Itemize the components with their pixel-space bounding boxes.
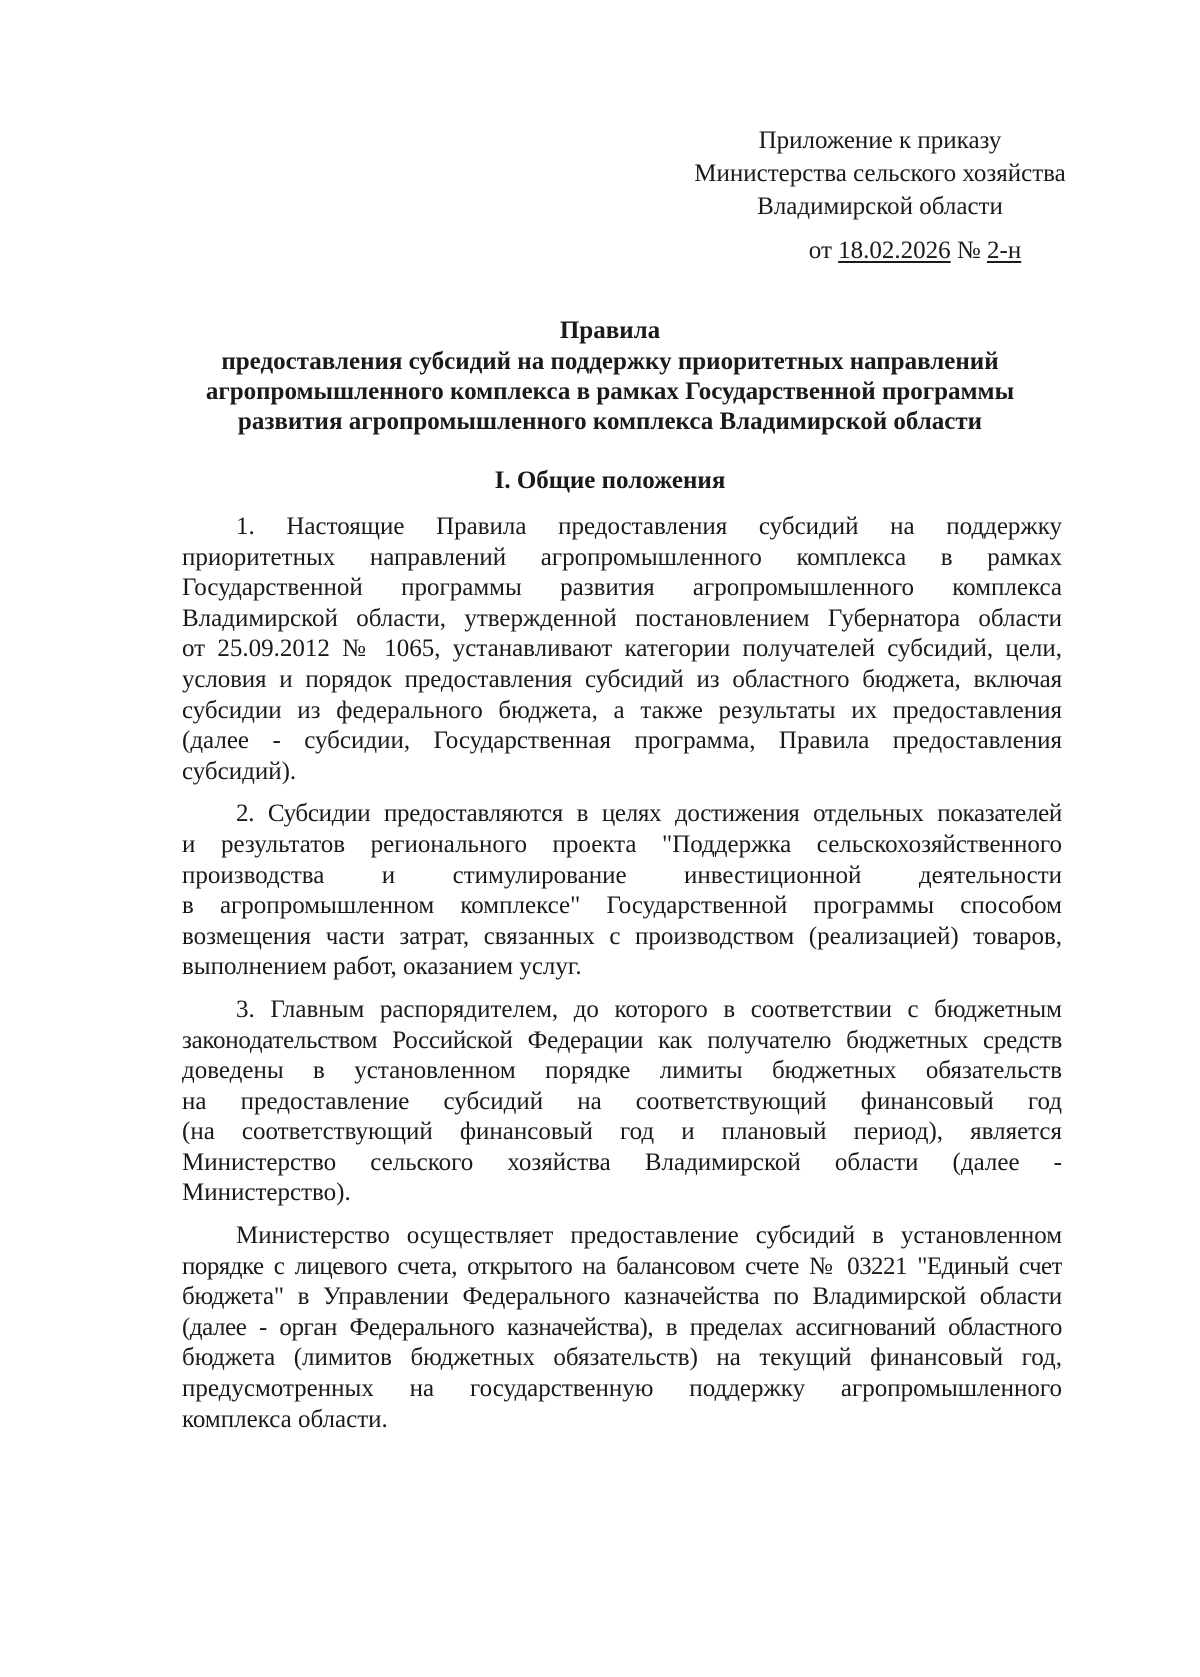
- title-line-3: развития агропромышленного комплекса Владимирской области: [237, 408, 983, 435]
- date-prefix: от: [808, 237, 839, 264]
- paragraph-line: бюджета" в Управлении Федерального казначейства по Владимирской области: [182, 1283, 1062, 1311]
- paragraph-line: порядке с лицевого счета, открытого на балансовом счете № 03221 "Единый счет: [182, 1252, 1062, 1280]
- appendix-header: [660, 124, 1100, 267]
- paragraph-line: субсидий).: [182, 757, 297, 785]
- paragraph-line: 3. Главным распорядителем, до которого в соответствии с бюджетным: [236, 995, 1062, 1023]
- paragraph-line: Государственной программы развития агропромышленного комплекса: [182, 574, 1062, 602]
- paragraph-line: от 25.09.2012 № 1065, устанавливают категории получателей субсидий, цели,: [182, 635, 1062, 663]
- paragraph-line: доведены в установленном порядке лимиты бюджетных обязательств: [182, 1057, 1062, 1085]
- appendix-line-2: Министерства сельского хозяйства: [694, 160, 1066, 187]
- paragraph-line: предусмотренных на государственную поддержку агропромышленного: [182, 1375, 1062, 1403]
- paragraph-1: [182, 512, 1062, 787]
- paragraph-line: бюджета (лимитов бюджетных обязательств) на текущий финансовый год,: [182, 1344, 1062, 1372]
- paragraph-line: в агропромышленном комплексе" Государственной программы способом: [182, 892, 1062, 920]
- paragraph-line: субсидии из федерального бюджета, а также результаты их предоставления: [182, 696, 1062, 724]
- paragraph-line: 2. Субсидии предоставляются в целях достижения отдельных показателей: [236, 800, 1062, 828]
- paragraph-2: [182, 799, 1062, 983]
- title-line-2: агропромышленного комплекса в рамках Государственной программы: [205, 378, 1015, 405]
- section-heading: I. Общие положения: [494, 467, 726, 494]
- paragraph-line: Министерство).: [182, 1179, 351, 1207]
- paragraph-line: 1. Настоящие Правила предоставления субсидий на поддержку: [236, 513, 1062, 540]
- order-number: 2-н: [987, 237, 1022, 264]
- paragraph-line: и результатов регионального проекта "Поддержка сельскохозяйственного: [182, 830, 1062, 858]
- paragraph-3: [182, 995, 1062, 1209]
- paragraph-line: комплекса области.: [182, 1405, 388, 1433]
- document-body: [182, 512, 1062, 1447]
- paragraph-line: Владимирской области, утвержденной постановлением Губернатора области: [182, 604, 1062, 632]
- paragraph-line: приоритетных направлений агропромышленного комплекса в рамках: [182, 543, 1062, 571]
- appendix-line-1: Приложение к приказу: [758, 127, 1002, 154]
- paragraph-line: условия и порядок предоставления субсидий из областного бюджета, включая: [182, 665, 1062, 693]
- order-date: 18.02.2026: [838, 237, 951, 264]
- paragraph-line: возмещения части затрат, связанных с производством (реализацией) товаров,: [182, 922, 1062, 950]
- paragraph-line: производства и стимулирование инвестиционной деятельности: [182, 861, 1062, 889]
- title-main: Правила: [559, 317, 661, 344]
- paragraph-line: законодательством Российской Федерации как получателю бюджетных средств: [182, 1026, 1062, 1054]
- title-line-1: предоставления субсидий на поддержку приоритетных направлений: [221, 348, 999, 375]
- appendix-line-3: Владимирской области: [757, 193, 1003, 220]
- paragraph-line: (на соответствующий финансовый год и плановый период), является: [182, 1118, 1062, 1146]
- paragraph-line: (далее - орган Федерального казначейства), в пределах ассигнований областного: [182, 1313, 1062, 1341]
- paragraph-line: Министерство осуществляет предоставление субсидий в установленном: [236, 1222, 1062, 1250]
- paragraph-line: (далее - субсидии, Государственная программа, Правила предоставления: [182, 727, 1062, 755]
- order-date-number: [660, 234, 1100, 267]
- document-title: [170, 316, 1050, 437]
- number-sign: №: [950, 237, 987, 264]
- paragraph-line: Министерство сельского хозяйства Владимирской области (далее -: [182, 1148, 1062, 1176]
- paragraph-line: выполнением работ, оказанием услуг.: [182, 953, 582, 981]
- paragraph-4: [182, 1221, 1062, 1435]
- paragraph-line: на предоставление субсидий на соответствующий финансовый год: [182, 1087, 1062, 1115]
